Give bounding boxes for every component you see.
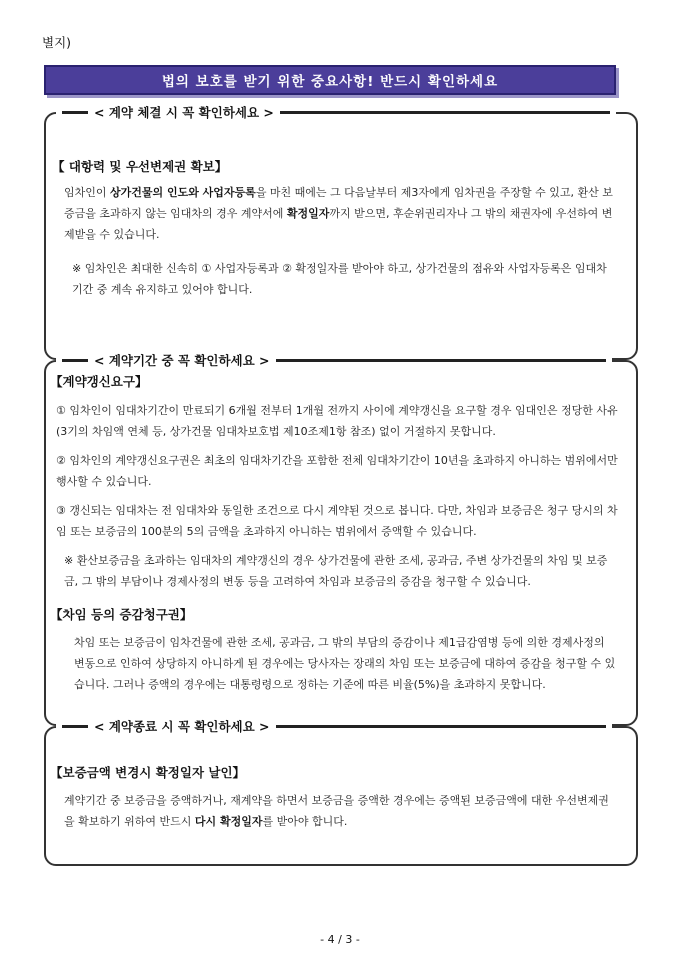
section-title-text: < 계약 체결 시 꼭 확인하세요 > <box>94 105 274 120</box>
section-contract-end-title <box>56 718 612 734</box>
section-title-text: < 계약종료 시 꼭 확인하세요 > <box>94 719 270 734</box>
note-registration: ※ 임차인은 최대한 신속히 ① 사업자등록과 ② 확정일자를 받아야 하고, 상가건물의 점유와 사업자등록은 임대차 기간 중 계속 유지하고 있어야 합니다. <box>72 262 607 296</box>
page-number: - 4 / 3 - <box>320 933 360 946</box>
list-item-renewal-3: ③ 갱신되는 임대차는 전 임대차와 동일한 조건으로 다시 계약된 것으로 봅니다. 다만, 차임과 보증금은 청구 당시의 차임 또는 보증금의 100분의 5의 금액을 초과하지 아니하는 범위에서 증액할 수 있습니다. <box>56 504 618 538</box>
annex-label: 별지) <box>42 35 72 50</box>
list-item-renewal-2: ② 임차인의 계약갱신요구권은 최초의 임대차기간을 포함한 전체 임대차기간이 10년을 초과하지 아니하는 범위에서만 행사할 수 있습니다. <box>56 454 618 488</box>
heading-renewal-request: 【계약갱신요구】 <box>50 374 148 389</box>
list-item-renewal-1: ① 임차인이 임대차기간이 만료되기 6개월 전부터 1개월 전까지 사이에 계약갱신을 요구할 경우 임대인은 정당한 사유(3기의 차임액 연체 등, 상가건물 임대차보호법 제10조제1항 참조) 없이 거절하지 못합니다. <box>56 404 618 438</box>
section-contract-period-title <box>56 352 612 368</box>
section-title-text: < 계약기간 중 꼭 확인하세요 > <box>94 353 270 368</box>
heading-deposit-change: 【보증금액 변경시 확정일자 날인】 <box>50 765 246 780</box>
banner-title <box>44 65 616 95</box>
paragraph-opposability: 임차인이 상가건물의 인도와 사업자등록을 마친 때에는 그 다음날부터 제3자에게 임차권을 주장할 수 있고, 환산 보증금을 초과하지 않는 임대차의 경우 계약서에 확정일자까지 받으면, 후순위권리자나 그 밖의 채권자에 우선하여 변제받을 수 있습니다. <box>64 186 613 241</box>
paragraph-rent-adjustment: 차임 또는 보증금이 임차건물에 관한 조세, 공과금, 그 밖의 부담의 증감이나 제1급감염병 등에 의한 경제사정의 변동으로 인하여 상당하지 아니하게 된 경우에는 당사자는 장래의 차임 또는 보증금에 대하여 증감을 청구할 수 있습니다. 그러나 증액의 경우에는 대통령령으로 정하는 기준에 따른 비율(5%)을 초과하지 못합니다. <box>74 636 616 691</box>
section-contract-signing-title <box>56 104 616 120</box>
heading-opposability: 【 대항력 및 우선변제권 확보】 <box>52 159 228 174</box>
note-renewal: ※ 환산보증금을 초과하는 임대차의 계약갱신의 경우 상가건물에 관한 조세, 공과금, 주변 상가건물의 차임 및 보증금, 그 밖의 부담이나 경제사정의 변동 등을 고려하여 차임과 보증금의 증감을 청구할 수 있습니다. <box>64 554 608 588</box>
heading-rent-adjustment: 【차임 등의 증감청구권】 <box>50 607 193 622</box>
paragraph-deposit-change: 계약기간 중 보증금을 증액하거나, 재계약을 하면서 보증금을 증액한 경우에는 증액된 보증금액에 대한 우선변제권을 확보하기 위하여 반드시 다시 확정일자를 받아야 합니다. <box>64 794 609 828</box>
banner-title-text: 법의 보호를 받기 위한 중요사항! 반드시 확인하세요 <box>161 74 499 90</box>
